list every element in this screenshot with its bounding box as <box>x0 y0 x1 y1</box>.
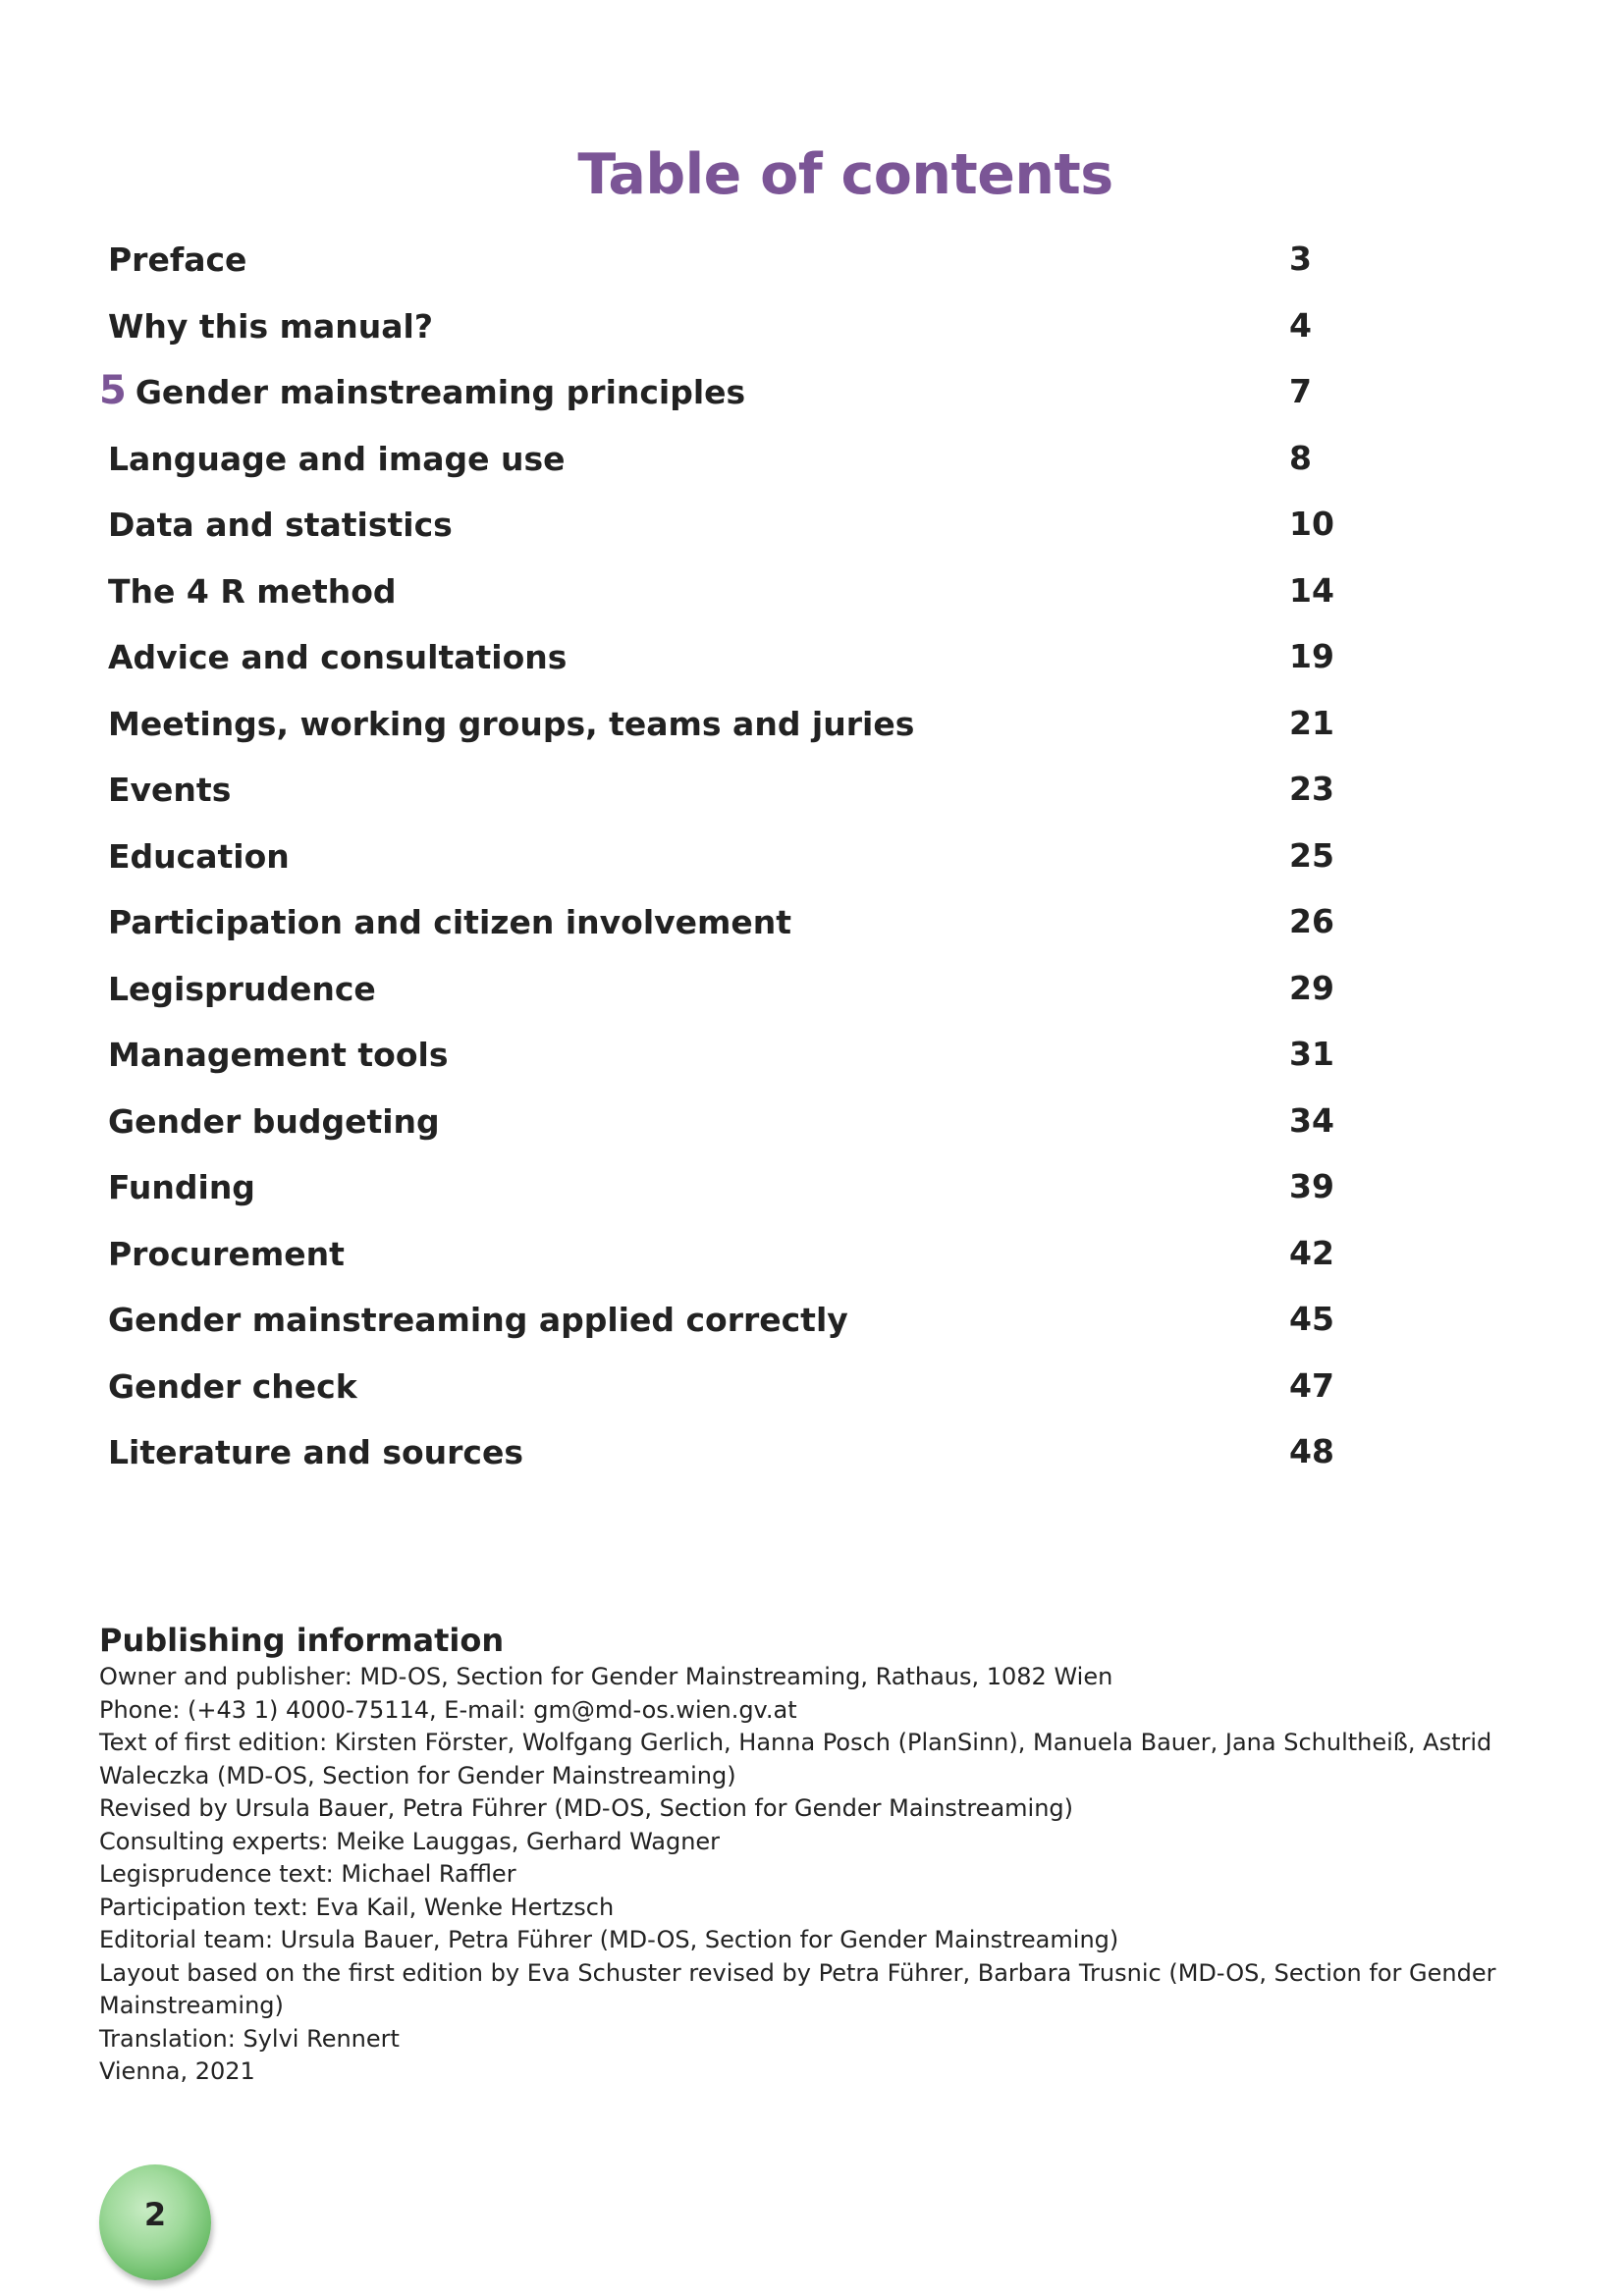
toc-entry-page: 7 <box>1289 372 1312 410</box>
publishing-lines <box>99 1661 1496 2089</box>
toc-entry-label: Education <box>108 836 290 876</box>
toc-entry-label: Why this manual? <box>108 306 433 346</box>
toc-entry-page: 21 <box>1289 703 1334 742</box>
toc-entry-label: Advice and consultations <box>108 638 568 676</box>
page-number: 2 <box>143 2196 167 2233</box>
toc-entry-page: 8 <box>1289 438 1312 477</box>
toc-entry-title <box>99 1088 440 1155</box>
toc-entry-title <box>99 1353 357 1420</box>
toc-entry-title <box>99 558 397 625</box>
publishing-line: Owner and publisher: MD-OS, Section for Gender Mainstreaming, Rathaus, 1082 Wien <box>99 1663 1113 1690</box>
toc-entry-title <box>99 226 246 294</box>
publishing-line: Legisprudence text: Michael Raffler <box>99 1860 516 1888</box>
toc-entry-page: 39 <box>1289 1167 1334 1205</box>
toc-entry-label: Procurement <box>108 1234 345 1273</box>
toc-entry-label: Participation and citizen involvement <box>108 903 792 941</box>
toc-entry-label: Data and statistics <box>108 506 453 544</box>
toc-entry-label: Gender check <box>108 1366 357 1406</box>
toc-entry-label: Gender mainstreaming applied correctly <box>108 1301 848 1339</box>
toc-entry-page: 45 <box>1289 1300 1334 1338</box>
toc-entry-label: Meetings, working groups, teams and juries <box>108 704 915 743</box>
toc-entry-page: 3 <box>1289 240 1312 278</box>
toc-entry[interactable] <box>99 888 1336 955</box>
toc-entry[interactable] <box>99 1021 1336 1088</box>
publishing-line: Participation text: Eva Kail, Wenke Hertzsch <box>99 1893 615 1921</box>
table-of-contents <box>99 226 1336 1485</box>
publishing-line: Revised by Ursula Bauer, Petra Führer (MD-OS, Section for Gender Mainstreaming) <box>99 1794 1074 1822</box>
publishing-line: Text of first edition: Kirsten Förster, Wolfgang Gerlich, Hanna Posch (PlanSinn), Manuela Bauer, Jana Schultheiß, Astrid <box>99 1729 1492 1756</box>
toc-entry-title <box>99 756 231 824</box>
toc-entry[interactable] <box>99 358 1336 425</box>
toc-entry[interactable] <box>99 690 1336 757</box>
publishing-information <box>99 1620 1496 2089</box>
publishing-line: Consulting experts: Meike Lauggas, Gerhard Wagner <box>99 1827 721 1855</box>
toc-entry-label: Language and image use <box>108 439 566 478</box>
toc-entry-page: 23 <box>1289 770 1334 808</box>
toc-entry-page: 4 <box>1289 305 1312 345</box>
toc-entry-title <box>99 425 566 493</box>
publishing-line: Vienna, 2021 <box>99 2057 255 2085</box>
toc-entry-page: 34 <box>1289 1100 1334 1140</box>
toc-entry-page: 31 <box>1289 1035 1334 1073</box>
publishing-line: Editorial team: Ursula Bauer, Petra Führer (MD-OS, Section for Gender Mainstreaming) <box>99 1926 1119 1953</box>
publishing-line: Phone: (+43 1) 4000-75114, E-mail: gm@md-os.wien.gv.at <box>99 1695 797 1724</box>
publishing-heading: Publishing information <box>99 1622 505 1659</box>
toc-entry-title <box>99 823 290 890</box>
toc-entry[interactable] <box>99 1088 1336 1154</box>
publishing-line: Translation: Sylvi Rennert <box>99 2024 400 2053</box>
toc-entry-page: 29 <box>1289 968 1334 1007</box>
toc-entry[interactable] <box>99 226 1336 293</box>
toc-entry[interactable] <box>99 558 1336 624</box>
toc-entry-label: Preface <box>108 240 247 279</box>
toc-entry-title <box>99 1220 345 1288</box>
toc-entry-label: Legisprudence <box>108 969 376 1008</box>
toc-entry-title <box>99 293 433 360</box>
toc-entry-label: Literature and sources <box>108 1433 523 1471</box>
toc-entry-title <box>99 1153 255 1221</box>
toc-entry[interactable] <box>99 955 1336 1022</box>
toc-entry-page: 47 <box>1289 1365 1334 1405</box>
toc-entry-page: 25 <box>1289 835 1334 875</box>
toc-entry-page: 19 <box>1289 637 1334 675</box>
toc-entry[interactable] <box>99 491 1336 558</box>
toc-entry[interactable] <box>99 623 1336 690</box>
toc-entry-page: 48 <box>1289 1432 1334 1470</box>
toc-entry[interactable] <box>99 1418 1336 1485</box>
toc-entry[interactable] <box>99 1220 1336 1287</box>
toc-entry[interactable] <box>99 425 1336 492</box>
publishing-line: Layout based on the first edition by Eva Schuster revised by Petra Führer, Barbara Trusnic (MD-OS, Section for Gender <box>99 1958 1496 1987</box>
toc-entry-label: Gender mainstreaming principles <box>135 373 746 411</box>
toc-entry-title <box>99 888 791 956</box>
toc-entry-label: The 4 R method <box>108 571 397 611</box>
toc-entry[interactable] <box>99 1153 1336 1220</box>
toc-entry[interactable] <box>99 293 1336 359</box>
toc-entry[interactable] <box>99 756 1336 823</box>
toc-entry-label: Gender budgeting <box>108 1101 440 1141</box>
toc-entry-title <box>99 690 914 758</box>
toc-entry-title <box>99 623 567 691</box>
toc-entry-title <box>99 358 745 426</box>
page-title: Table of contents <box>577 142 1113 208</box>
toc-entry-page: 10 <box>1289 505 1334 543</box>
publishing-line: Mainstreaming) <box>99 1992 284 2019</box>
toc-entry[interactable] <box>99 1286 1336 1353</box>
page-number-badge <box>99 2164 211 2280</box>
toc-entry-label: Funding <box>108 1168 255 1206</box>
toc-entry-title <box>99 1021 448 1089</box>
toc-entry-title <box>99 1286 848 1354</box>
toc-entry-label: Events <box>108 771 232 809</box>
toc-entry-page: 42 <box>1289 1233 1334 1272</box>
toc-entry-title <box>99 491 453 559</box>
toc-entry[interactable] <box>99 1353 1336 1419</box>
toc-entry[interactable] <box>99 823 1336 889</box>
toc-entry-number: 5 <box>99 368 127 413</box>
publishing-line: Waleczka (MD-OS, Section for Gender Mainstreaming) <box>99 1761 736 1789</box>
toc-entry-page: 14 <box>1289 570 1334 610</box>
toc-entry-title <box>99 1418 523 1486</box>
toc-entry-label: Management tools <box>108 1036 449 1074</box>
toc-entry-page: 26 <box>1289 902 1334 940</box>
toc-entry-title <box>99 955 376 1023</box>
